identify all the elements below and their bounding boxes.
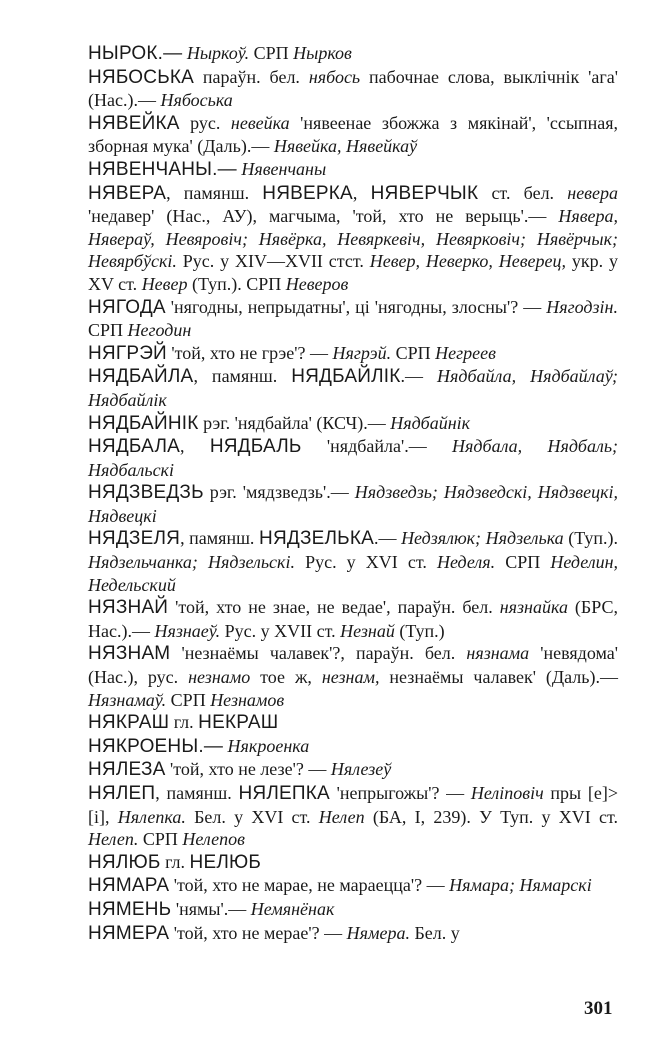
entry-headword: НЯБОСЬКА [88, 66, 195, 88]
page-number: 301 [584, 998, 613, 1019]
entry-form-italic: нябось [308, 66, 361, 87]
entry-text: пры [е]>[і], [88, 783, 618, 827]
entry-text: параўн. бел. [194, 66, 309, 87]
entry-text: 'той, хто не мерае'? — [169, 922, 347, 943]
entry-form-italic: Ныркоў. [186, 43, 250, 63]
entry-text: тое ж, [250, 667, 322, 688]
entry-headword: НЯЛЕЗА [88, 759, 166, 781]
dictionary-entry [88, 922, 618, 946]
entry-text: Бел. у [409, 922, 460, 943]
dictionary-entry [88, 527, 618, 596]
entry-headword: НЯВЕНЧАНЫ.— [88, 158, 237, 180]
entry-text: 'той, хто не знае, не ведае', параўн. бел. [168, 597, 500, 618]
entry-variant-headword: НЕКРАШ [198, 712, 279, 734]
entry-text: , [352, 182, 371, 203]
entry-form-italic: нязнайка [499, 597, 568, 618]
entry-form-italic: Нямера. [346, 922, 410, 943]
entry-form-italic: Негодин [127, 320, 192, 341]
entry-form-italic: Някроенка [227, 735, 310, 756]
dictionary-entry [88, 435, 618, 481]
entry-text: незнаёмы чалавек' (Даль).— [379, 667, 618, 688]
entry-form-italic: Нязнамаў. [88, 689, 167, 710]
entry-text: СРП [138, 829, 183, 850]
dictionary-entry [88, 735, 618, 759]
entry-headword: НЯЛЮБ [88, 851, 161, 873]
entry-text: Рус. у XVI ст. [294, 552, 437, 573]
entry-form-italic: Неделин, Недельский [88, 552, 619, 595]
entry-form-italic: Нявейка, Нявейкаў [273, 136, 418, 157]
entry-form-italic: Незнамов [210, 689, 285, 710]
entry-form-italic: Нямара; Нямарскі [449, 875, 592, 896]
dictionary-entry [88, 158, 618, 182]
entry-text: 'нямы'.— [171, 898, 251, 919]
entry-headword: НЯМЕНЬ [88, 898, 172, 920]
entry-text: 'незнаёмы чалавек'?, параўн. бел. [170, 643, 467, 664]
entry-form-italic: Нелеп. [88, 829, 139, 850]
entry-text: СРП [249, 43, 294, 63]
dictionary-entry [88, 66, 618, 112]
entry-text: Рус. у XIV—XVII стст. [176, 251, 370, 272]
dictionary-entry [88, 342, 618, 366]
dictionary-entry [88, 365, 618, 411]
entry-text: СРП [166, 689, 211, 710]
entry-text: , [180, 436, 210, 457]
dictionary-entry [88, 642, 618, 711]
entry-headword: НЯКРОЕНЫ.— [88, 735, 224, 757]
entry-headword: НЯЛЕП [88, 783, 156, 804]
entry-form-italic: Неверов [285, 273, 349, 294]
dictionary-entry [88, 874, 618, 898]
dictionary-entry [88, 758, 618, 782]
entry-text: .— [373, 528, 402, 549]
entry-variant-headword: НЯДБАЛЬ [209, 436, 302, 458]
entry-form-italic: Невер, Неверко, Неверец, [369, 251, 567, 272]
entry-text: рэг. 'мядзведзь'.— [203, 482, 355, 503]
entry-text: 'непрыгожы'? — [329, 783, 471, 803]
entry-form-italic: невейка [230, 112, 290, 133]
entry-text: СРП [88, 320, 128, 341]
entry-text: , памянш. [193, 366, 292, 387]
entry-text: 'нягодны, непрыдатны', ці 'нягодны, злосны'? — [165, 296, 547, 317]
entry-text: гл. [160, 851, 190, 872]
entry-variant-headword: НЯДЗЕЛЬКА [259, 528, 374, 550]
entry-variant-headword: НЯВЕРЧЫК [370, 182, 479, 204]
entry-form-italic: Нырков [293, 43, 352, 63]
entry-headword: НЯГРЭЙ [88, 342, 167, 364]
entry-form-italic: Нядзведзь; Нядзведскі, Нядзвецкі, Нядвецкі [88, 482, 619, 526]
entry-text: СРП [391, 342, 436, 363]
entry-form-italic: Нелеп [318, 806, 365, 827]
entry-text: (Туп.). СРП [187, 273, 286, 294]
entry-text: , памянш. [180, 528, 260, 549]
dictionary-entry [88, 782, 618, 851]
entry-headword: НЯДБАЙНІК [88, 412, 199, 434]
dictionary-entry [88, 296, 618, 342]
entry-form-italic: Негреев [435, 342, 496, 363]
entry-form-italic: невера [567, 182, 618, 203]
entry-headword: НЯВЕЙКА [88, 112, 180, 134]
entry-variant-headword: НЯДБАЙЛІК [291, 366, 401, 388]
entry-form-italic: Нявенчаны [241, 158, 327, 179]
entry-text: (Туп.) [394, 620, 445, 641]
entry-text: , памянш. [166, 182, 263, 203]
dictionary-entry [88, 412, 618, 436]
entry-text: укр. у XV ст. [88, 251, 618, 294]
dictionary-entry [88, 182, 618, 296]
entry-form-italic: Нялезеў [330, 759, 392, 780]
entry-text: рус. [179, 112, 231, 133]
entry-form-italic: Нябоська [160, 90, 233, 111]
entry-form-italic: Нягодзін. [546, 296, 618, 317]
dictionary-entry [88, 596, 618, 642]
entry-text: (БРС, Нас.).— [88, 597, 618, 641]
entry-headword: НЯВЕРА [88, 182, 167, 204]
entry-text: , памянш. [155, 783, 239, 803]
entry-form-italic: Нязнаеў. [154, 620, 221, 641]
entry-text: (БА, I, 239). У Туп. у XVI ст. [364, 806, 618, 827]
entry-headword: НЯМАРА [88, 875, 170, 897]
dictionary-entry [88, 711, 618, 735]
entry-text: .— [400, 366, 438, 387]
entry-headword: НЯЗНАЙ [88, 597, 169, 619]
entry-text: ст. бел. [478, 182, 568, 203]
entry-headword: НЯГОДА [88, 296, 166, 318]
entry-headword: НЯКРАШ [88, 712, 170, 734]
entry-text: Бел. у XVI ст. [185, 806, 319, 827]
entry-text: СРП [495, 552, 551, 573]
entry-text: 'невядома' (Нас.), рус. [88, 643, 618, 688]
entry-form-italic: Нядбайла, Нядбайлаў; Нядбайлік [88, 366, 619, 410]
entry-text: 'той, хто не марае, не мараецца'? — [169, 875, 450, 896]
entry-form-italic: Незнай [340, 620, 395, 641]
entry-form-italic: Неліповіч [470, 783, 544, 803]
entry-form-italic: Нядзельчанка; Нядзельскі. [88, 552, 295, 573]
entry-headword: НЯДЗЕЛЯ [88, 528, 181, 550]
entry-headword: НЫРОК.— [88, 43, 183, 64]
entry-text: 'недавер' (Нас., АУ), магчыма, 'той, хто не верыць'.— [88, 206, 559, 227]
dictionary-entry [88, 112, 618, 158]
entry-form-italic: Нядбайнік [390, 412, 471, 433]
entry-form-italic: Неделя. [436, 552, 496, 573]
entry-headword: НЯДБАЛА [88, 436, 180, 458]
entry-form-italic: Невер [141, 273, 188, 294]
entry-form-italic: нязнама [466, 643, 530, 664]
entry-text: Рус. у XVII ст. [220, 620, 341, 641]
entry-text: гл. [169, 712, 199, 733]
dictionary-entry [88, 898, 618, 922]
entry-form-italic: незнам, [321, 667, 380, 688]
dictionary-entry [88, 851, 618, 875]
entry-variant-headword: НЕЛЮБ [189, 851, 262, 873]
entry-form-italic: Нядбала, Нядбаль; Нядбальскі [88, 436, 619, 480]
entry-text: пабочнае слова, выклічнік 'ага' (Нас.).— [88, 66, 618, 111]
entry-text: 'той, хто не грэе'? — [166, 342, 333, 363]
entry-form-italic: Немянёнак [250, 898, 335, 919]
entry-form-italic: Нявера, Нявераў, Невяровіч; Нявёрка, Невяркевіч, Невярковіч; Нявёрчык; Невярбўскі. [88, 206, 618, 272]
dictionary-entry [88, 481, 618, 527]
entry-headword: НЯДБАЙЛА [88, 366, 194, 388]
entry-text: 'нядбайла'.— [301, 436, 453, 457]
entry-headword: НЯЗНАМ [88, 643, 171, 665]
entry-form-italic: Нялепка. [117, 806, 186, 827]
entry-text: рэг. 'нядбайла' (КСЧ).— [198, 412, 391, 433]
entry-variant-headword: НЯВЕРКА [262, 182, 353, 204]
entry-text: 'нявеенае збожжа з мякінай', 'ссыпная, зборная мука' (Даль).— [88, 112, 618, 157]
entry-variant-headword: НЯЛЕПКА [238, 783, 330, 804]
entry-text: (Туп.). [563, 528, 618, 549]
entry-form-italic: Недзялюк; Нядзелька [401, 528, 564, 549]
entry-form-italic: Нягрэй. [332, 342, 392, 363]
entry-form-italic: незнамо [188, 667, 251, 688]
entry-form-italic: Нелепов [182, 829, 245, 850]
entry-text: 'той, хто не лезе'? — [165, 759, 331, 780]
dictionary-page [88, 42, 618, 945]
entry-headword: НЯМЕРА [88, 922, 170, 944]
dictionary-entry [88, 42, 618, 66]
entry-headword: НЯДЗВЕДЗЬ [88, 482, 204, 504]
